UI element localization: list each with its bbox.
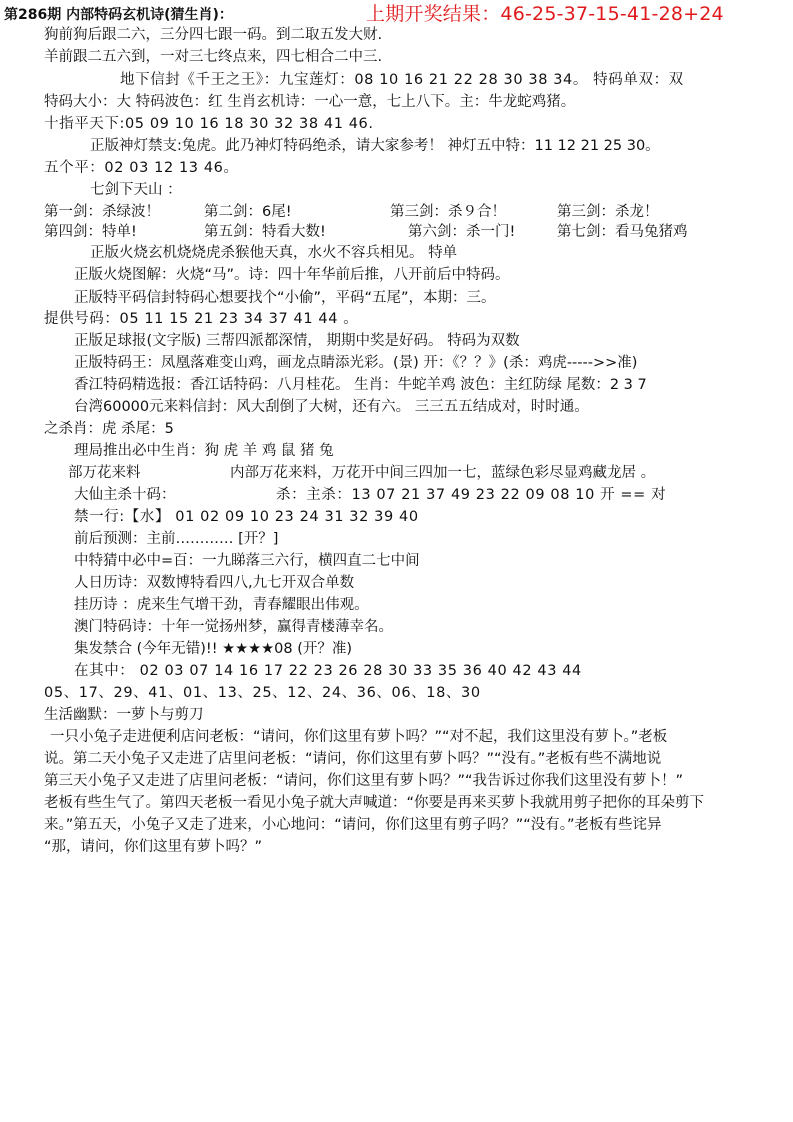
text-line: 前后预测：主前………… [开？]: [74, 531, 279, 547]
text-line: 理局推出必中生肖：狗 虎 羊 鸡 鼠 猪 兔: [74, 443, 334, 459]
text-line: 之杀肖：虎 杀尾：5: [44, 421, 174, 437]
result-numbers: 46-25-37-15-41-28+24: [500, 3, 724, 25]
text-line: 正版神灯禁支:兔虎。此乃神灯特码绝杀，请大家参考！ 神灯五中特：11 12 21 25 30。: [90, 138, 660, 154]
sword-6: 第六剑：杀一门!: [408, 224, 516, 240]
sword-2: 第二剑：6尾!: [204, 204, 292, 220]
sword-4: 第四剑：特单!: [44, 224, 137, 240]
text-line: 正版足球报(文字版) 三帮四派都深情， 期期中奖是好码。 特码为双数: [74, 333, 520, 349]
text-line: 正版特码王：凤凰落难变山鸡，画龙点睛添光彩。(景) 开：《？？》(杀：鸡虎----->>准): [74, 355, 638, 371]
text-line: 香江特码精选报：香江话特码：八月桂花。 生肖：牛蛇羊鸡 波色：主红防绿 尾数：2 3 7: [74, 377, 647, 393]
text-line: 正版特平码信封特码心想要找个“小偷”，平码“五尾”，本期：三。: [74, 290, 496, 306]
text-line: 05、17、29、41、01、13、25、12、24、36、06、18、30: [44, 685, 481, 701]
text-line: 内部万花来料，万花开中间三四加一七，蓝绿色彩尽显鸡藏龙居 。: [230, 465, 656, 481]
sword-3b: 第三剑：杀龙！: [557, 204, 659, 220]
sword-3: 第三剑：杀９合！: [390, 204, 506, 220]
text-line: 台湾60000元来料信封：风大刮倒了大树，还有六。 三三五五结成对，时时通。: [74, 399, 589, 415]
text-line: 澳门特码诗：十年一觉扬州梦，赢得青楼薄幸名。: [74, 619, 393, 635]
text-line: 在其中： 02 03 07 14 16 17 22 23 26 28 30 33 35 36 40 42 43 44: [74, 663, 582, 679]
story-line: 一只小兔子走进便利店问老板：“请问，你们这里有萝卜吗？”“对不起，我们这里没有萝卜。”老板: [50, 729, 668, 745]
story-line: “那，请问，你们这里有萝卜吗？”: [44, 839, 263, 855]
sword-7: 第七剑：看马兔猪鸡: [557, 224, 688, 240]
text-line: 提供号码：05 11 15 21 23 34 37 41 44 。: [44, 311, 359, 327]
text-line: 正版火烧图解：火烧“马”。诗：四十年华前后推，八开前后中特码。: [74, 267, 510, 283]
text-line: 七剑下天山 ：: [90, 182, 182, 198]
text-line: 中特猜中必中=百：一九睇落三六行，横四直二七中间: [74, 553, 420, 569]
issue-number: 第286期: [4, 7, 62, 23]
text-line: 大仙主杀十码：: [74, 487, 176, 503]
text-line: 生活幽默：一萝卜与剪刀: [44, 707, 204, 723]
text-line: 杀：主杀：13 07 21 37 49 23 22 09 08 10 开 == 对: [276, 487, 667, 503]
text-line: 狗前狗后跟二六，三分四七跟一码。到二取五发大财.: [44, 27, 383, 43]
text-line: 羊前跟二五六到，一对三七终点来，四七相合二中三.: [44, 49, 383, 65]
sword-5: 第五剑：特看大数!: [204, 224, 326, 240]
header-line: [4, 6, 233, 24]
text-line: 正版火烧玄机烧烧虎杀猴他天真，水火不容兵相见。 特单: [90, 245, 458, 261]
story-line: 第三天小兔子又走进了店里问老板：“请问，你们这里有萝卜吗？”“我告诉过你我们这里没有萝卜！”: [44, 773, 684, 789]
sword-1: 第一剑：杀绿波！: [44, 204, 160, 220]
header-title: 内部特码玄机诗(猜生肖)：: [66, 7, 233, 23]
story-line: 说。第二天小兔子又走进了店里问老板：“请问，你们这里有萝卜吗？”“没有。”老板有些不满地说: [44, 751, 662, 767]
text-line: 集发禁合 (今年无错)!! ★★★★08 (开？准): [74, 641, 353, 657]
text-line: 挂历诗 ：虎来生气增干劲，青春耀眼出伟观。: [74, 597, 369, 613]
text-line: 人日历诗：双数博特看四八,九七开双合单数: [74, 575, 355, 591]
text-line: 禁一行:【水】 01 02 09 10 23 24 31 32 39 40: [74, 509, 419, 525]
last-result: [366, 2, 724, 26]
text-line: 部万花来料: [68, 465, 141, 481]
result-label: 上期开奖结果：: [366, 3, 501, 25]
story-line: 老板有些生气了。第四天老板一看见小兔子就大声喊道：“你要是再来买萝卜我就用剪子把你的耳朵剪下: [44, 795, 705, 811]
story-line: 来。”第五天，小兔子又走了进来，小心地问：“请问，你们这里有剪子吗？”“没有。”老板有些诧异: [44, 817, 662, 833]
text-line: 十指平天下:05 09 10 16 18 30 32 38 41 46.: [44, 116, 374, 132]
text-line: 地下信封《千王之王》：九宝莲灯：08 10 16 21 22 28 30 38 34。 特码单双：双: [120, 72, 684, 88]
text-line: 五个平：02 03 12 13 46。: [44, 160, 239, 176]
text-line: 特码大小：大 特码波色：红 生肖玄机诗：一心一意，七上八下。主：牛龙蛇鸡猪。: [44, 94, 576, 110]
